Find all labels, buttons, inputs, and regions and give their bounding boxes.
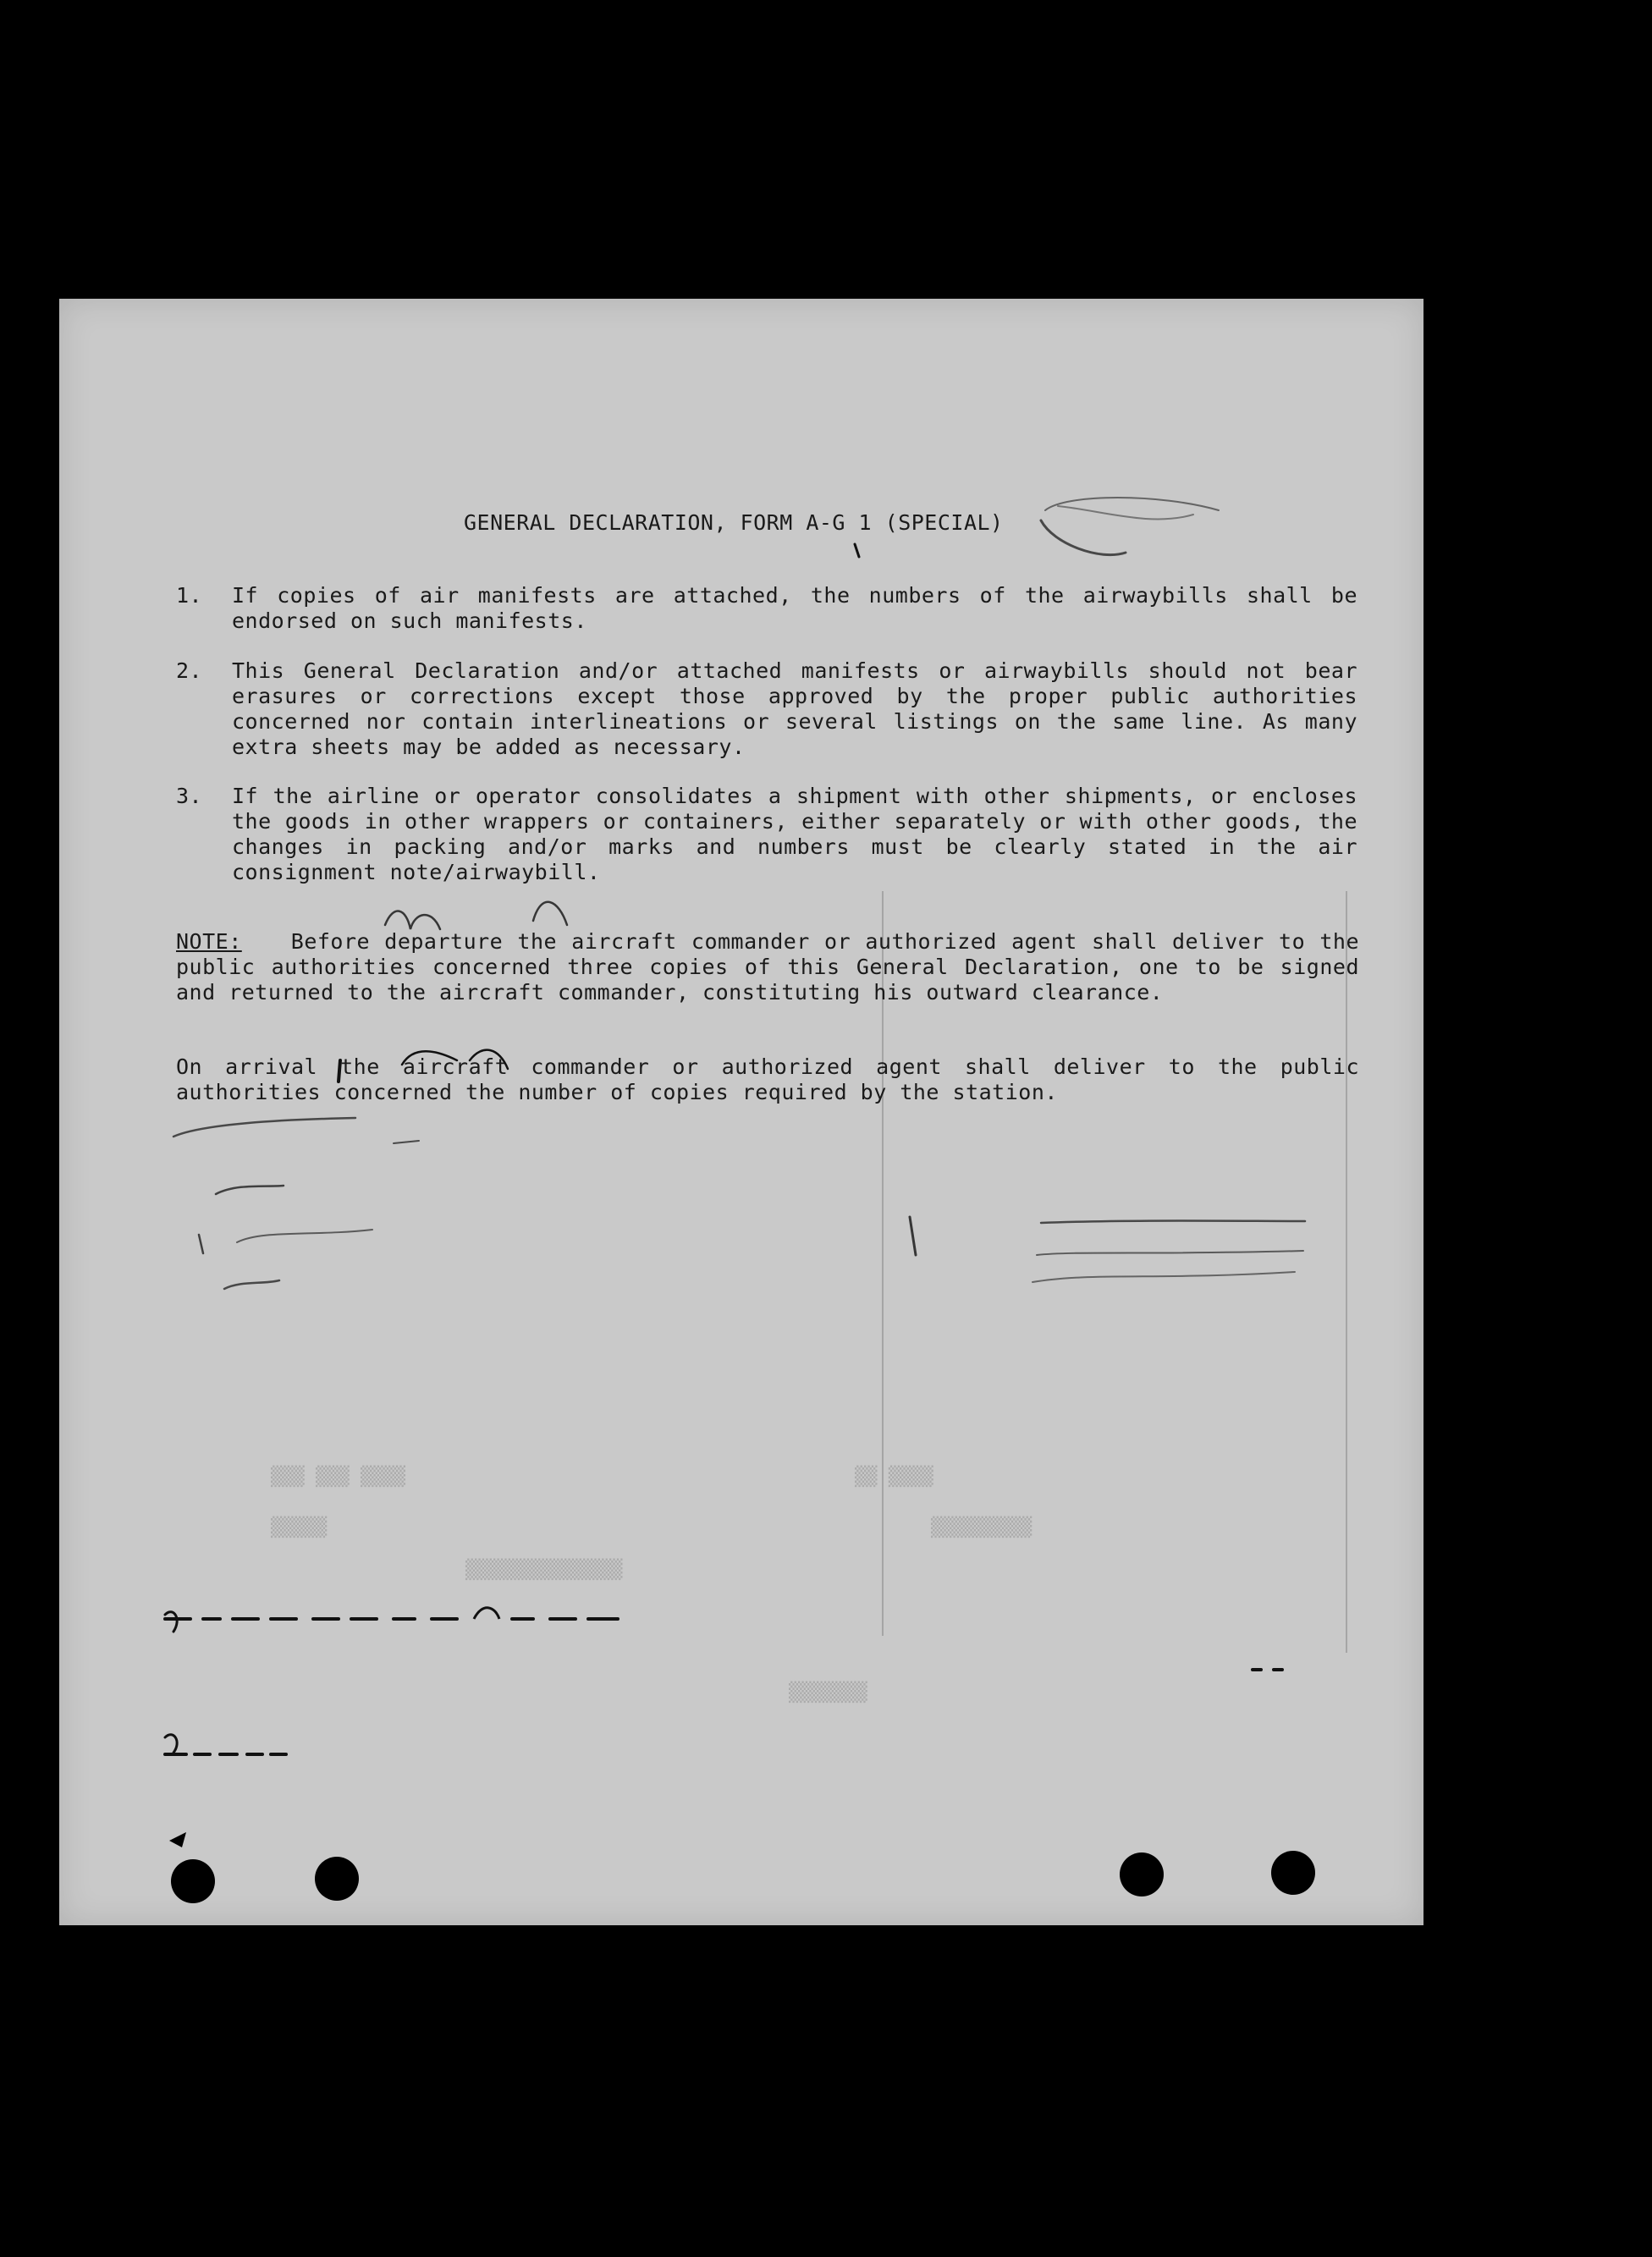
punch-hole <box>1120 1852 1164 1896</box>
item-number: 1. <box>176 583 203 608</box>
item-number: 2. <box>176 658 203 683</box>
form-title: GENERAL DECLARATION, FORM A-G 1 (SPECIAL) <box>464 510 1004 535</box>
document-sheet <box>59 299 1423 1925</box>
item-number: 3. <box>176 784 203 808</box>
note-text: Before departure the aircraft commander or authorized agent shall deliver to the public authorities concerned three copies of this General Declaration, one to be signed and returned to the aircraft commander, constituting his outward clearance. <box>176 929 1359 1005</box>
bleed-through-text: ▒▒▒▒▒ <box>271 1517 328 1539</box>
punch-hole <box>1271 1851 1315 1895</box>
item-text: If the airline or operator consolidates a shipment with other shipments, or encloses the goods in other wrappers or containers, either separately or with other goods, the changes in packing and/or marks and numbers must be clearly stated in the air consignment note/airwaybill. <box>232 784 1357 884</box>
handwritten-marks <box>59 299 1423 1925</box>
bleed-through-text: ▒▒▒▒▒▒▒▒▒▒▒▒▒▒ <box>465 1560 623 1581</box>
bleed-through-text: ▒▒▒▒▒▒▒ <box>789 1682 867 1704</box>
punch-hole <box>171 1859 215 1903</box>
bleed-through-text: ▒▒▒▒ ▒▒ <box>855 1467 933 1488</box>
item-text: If copies of air manifests are attached, the numbers of the airwaybills shall be endorsed on such manifests. <box>232 583 1357 633</box>
item-text: This General Declaration and/or attached manifests or airwaybills should not bear erasures or corrections except those approved by the proper public authorities concerned nor contain interlineations or several listings on the same line. As many extra sheets may be added as necessary. <box>232 658 1357 759</box>
note-label: NOTE: <box>176 929 242 954</box>
arrival-paragraph: On arrival the aircraft commander or authorized agent shall deliver to the public authorities concerned the number of copies required by the station. <box>176 1054 1359 1104</box>
punch-hole <box>315 1857 359 1901</box>
bleed-through-text: ▒▒▒▒▒▒▒▒▒ <box>931 1517 1032 1539</box>
bleed-through-text: ▒▒▒▒ ▒▒▒ ▒▒▒ <box>271 1467 405 1488</box>
